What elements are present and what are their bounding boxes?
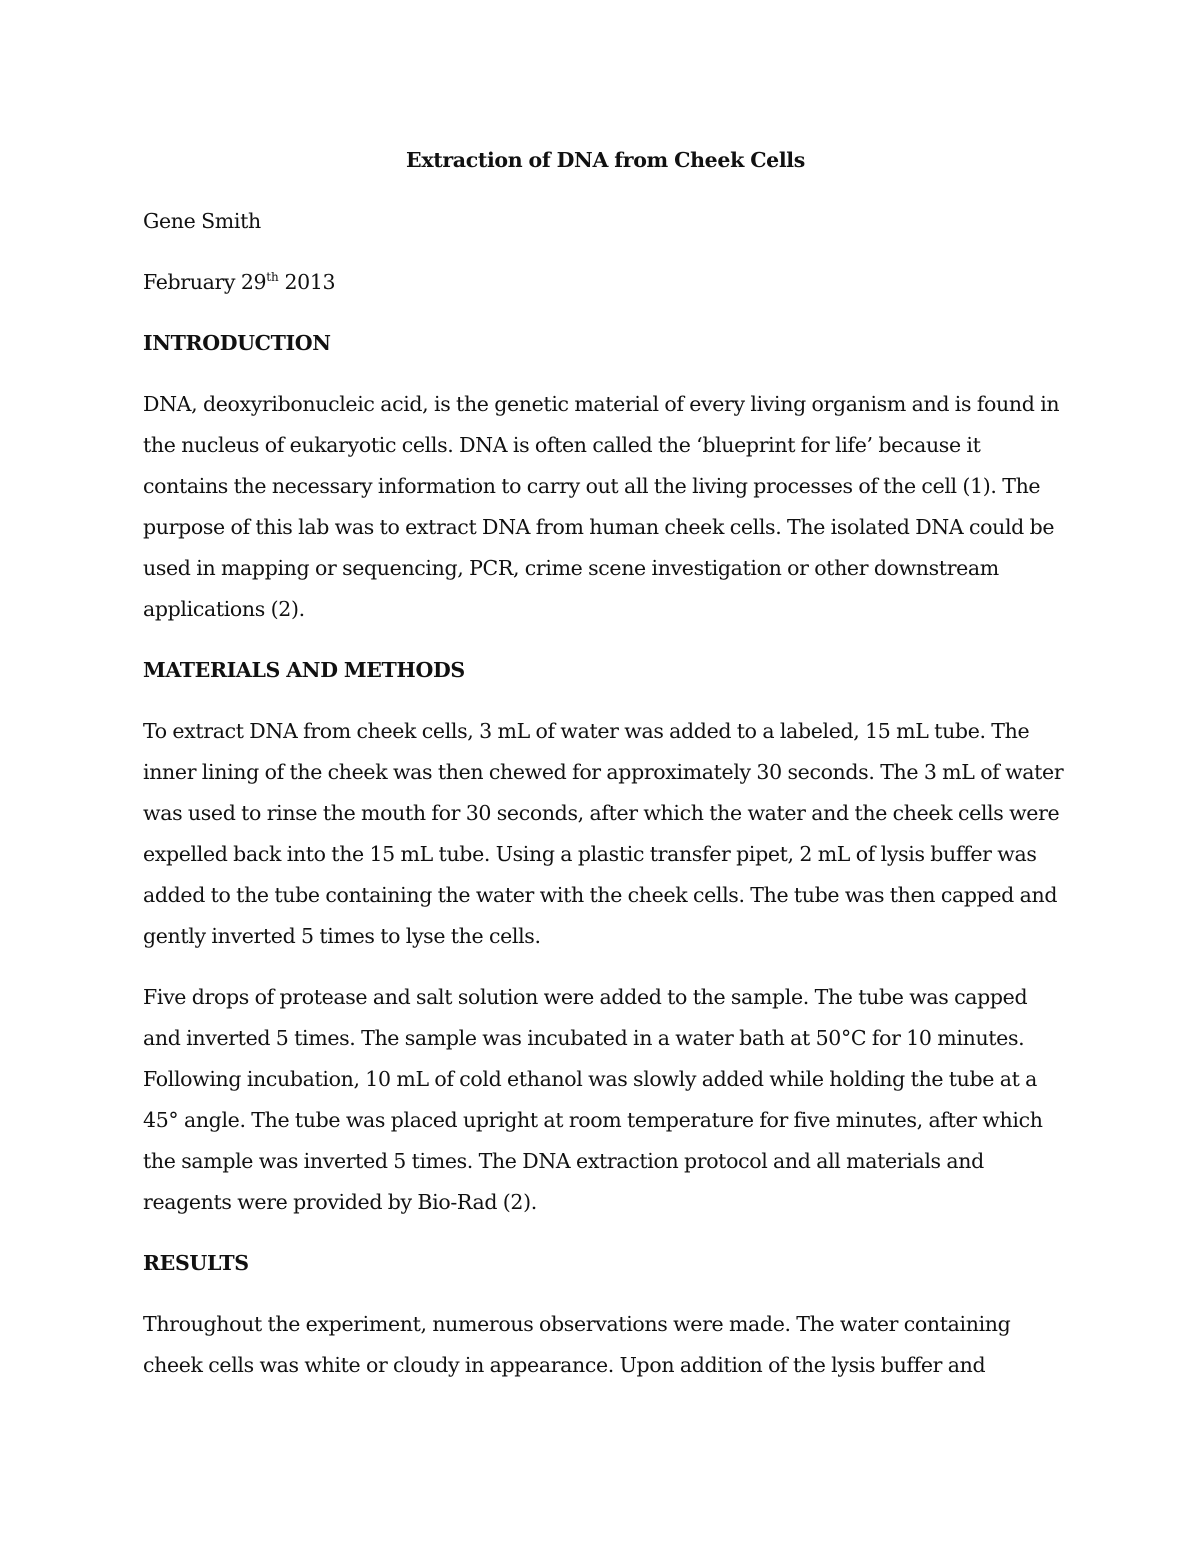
section-heading-materials-methods: MATERIALS AND METHODS xyxy=(143,658,465,682)
document-date xyxy=(143,262,1068,303)
materials-methods-paragraph-2: Five drops of protease and salt solution were added to the sample. The tube was capped and inverted 5 times. The sample was incubated in a water bath at 50°C for 10 minutes. Following incubation, 10 mL of cold ethanol was slowly added while holding the tube at a 45° angle. The tube was placed upright at room temperature for five minutes, after which the sample was inverted 5 times. The DNA extraction protocol and all materials and reagents were provided by Bio-Rad (2). xyxy=(143,985,1043,1214)
section-heading-introduction: INTRODUCTION xyxy=(143,331,331,355)
date-ordinal-suffix: th xyxy=(266,270,279,284)
date-year: 2013 xyxy=(278,270,336,294)
document-title: Extraction of DNA from Cheek Cells xyxy=(406,148,805,172)
date-month-day: February 29 xyxy=(143,270,267,294)
author-name: Gene Smith xyxy=(143,209,261,233)
section-heading-results: RESULTS xyxy=(143,1251,249,1275)
document-body xyxy=(143,140,1068,1406)
results-paragraph: Throughout the experiment, numerous observations were made. The water containing cheek cells was white or cloudy in appearance. Upon addition of the lysis buffer and xyxy=(143,1312,1011,1377)
materials-methods-paragraph-1: To extract DNA from cheek cells, 3 mL of water was added to a labeled, 15 mL tube. The inner lining of the cheek was then chewed for approximately 30 seconds. The 3 mL of water was used to rinse the mouth for 30 seconds, after which the water and the cheek cells were expelled back into the 15 mL tube. Using a plastic transfer pipet, 2 mL of lysis buffer was added to the tube containing the water with the cheek cells. The tube was then capped and gently inverted 5 times to lyse the cells. xyxy=(143,719,1064,948)
introduction-paragraph: DNA, deoxyribonucleic acid, is the genetic material of every living organism and is found in the nucleus of eukaryotic cells. DNA is often called the ‘blueprint for life’ because it contains the necessary information to carry out all the living processes of the cell (1). The purpose of this lab was to extract DNA from human cheek cells. The isolated DNA could be used in mapping or sequencing, PCR, crime scene investigation or other downstream applications (2). xyxy=(143,392,1060,621)
